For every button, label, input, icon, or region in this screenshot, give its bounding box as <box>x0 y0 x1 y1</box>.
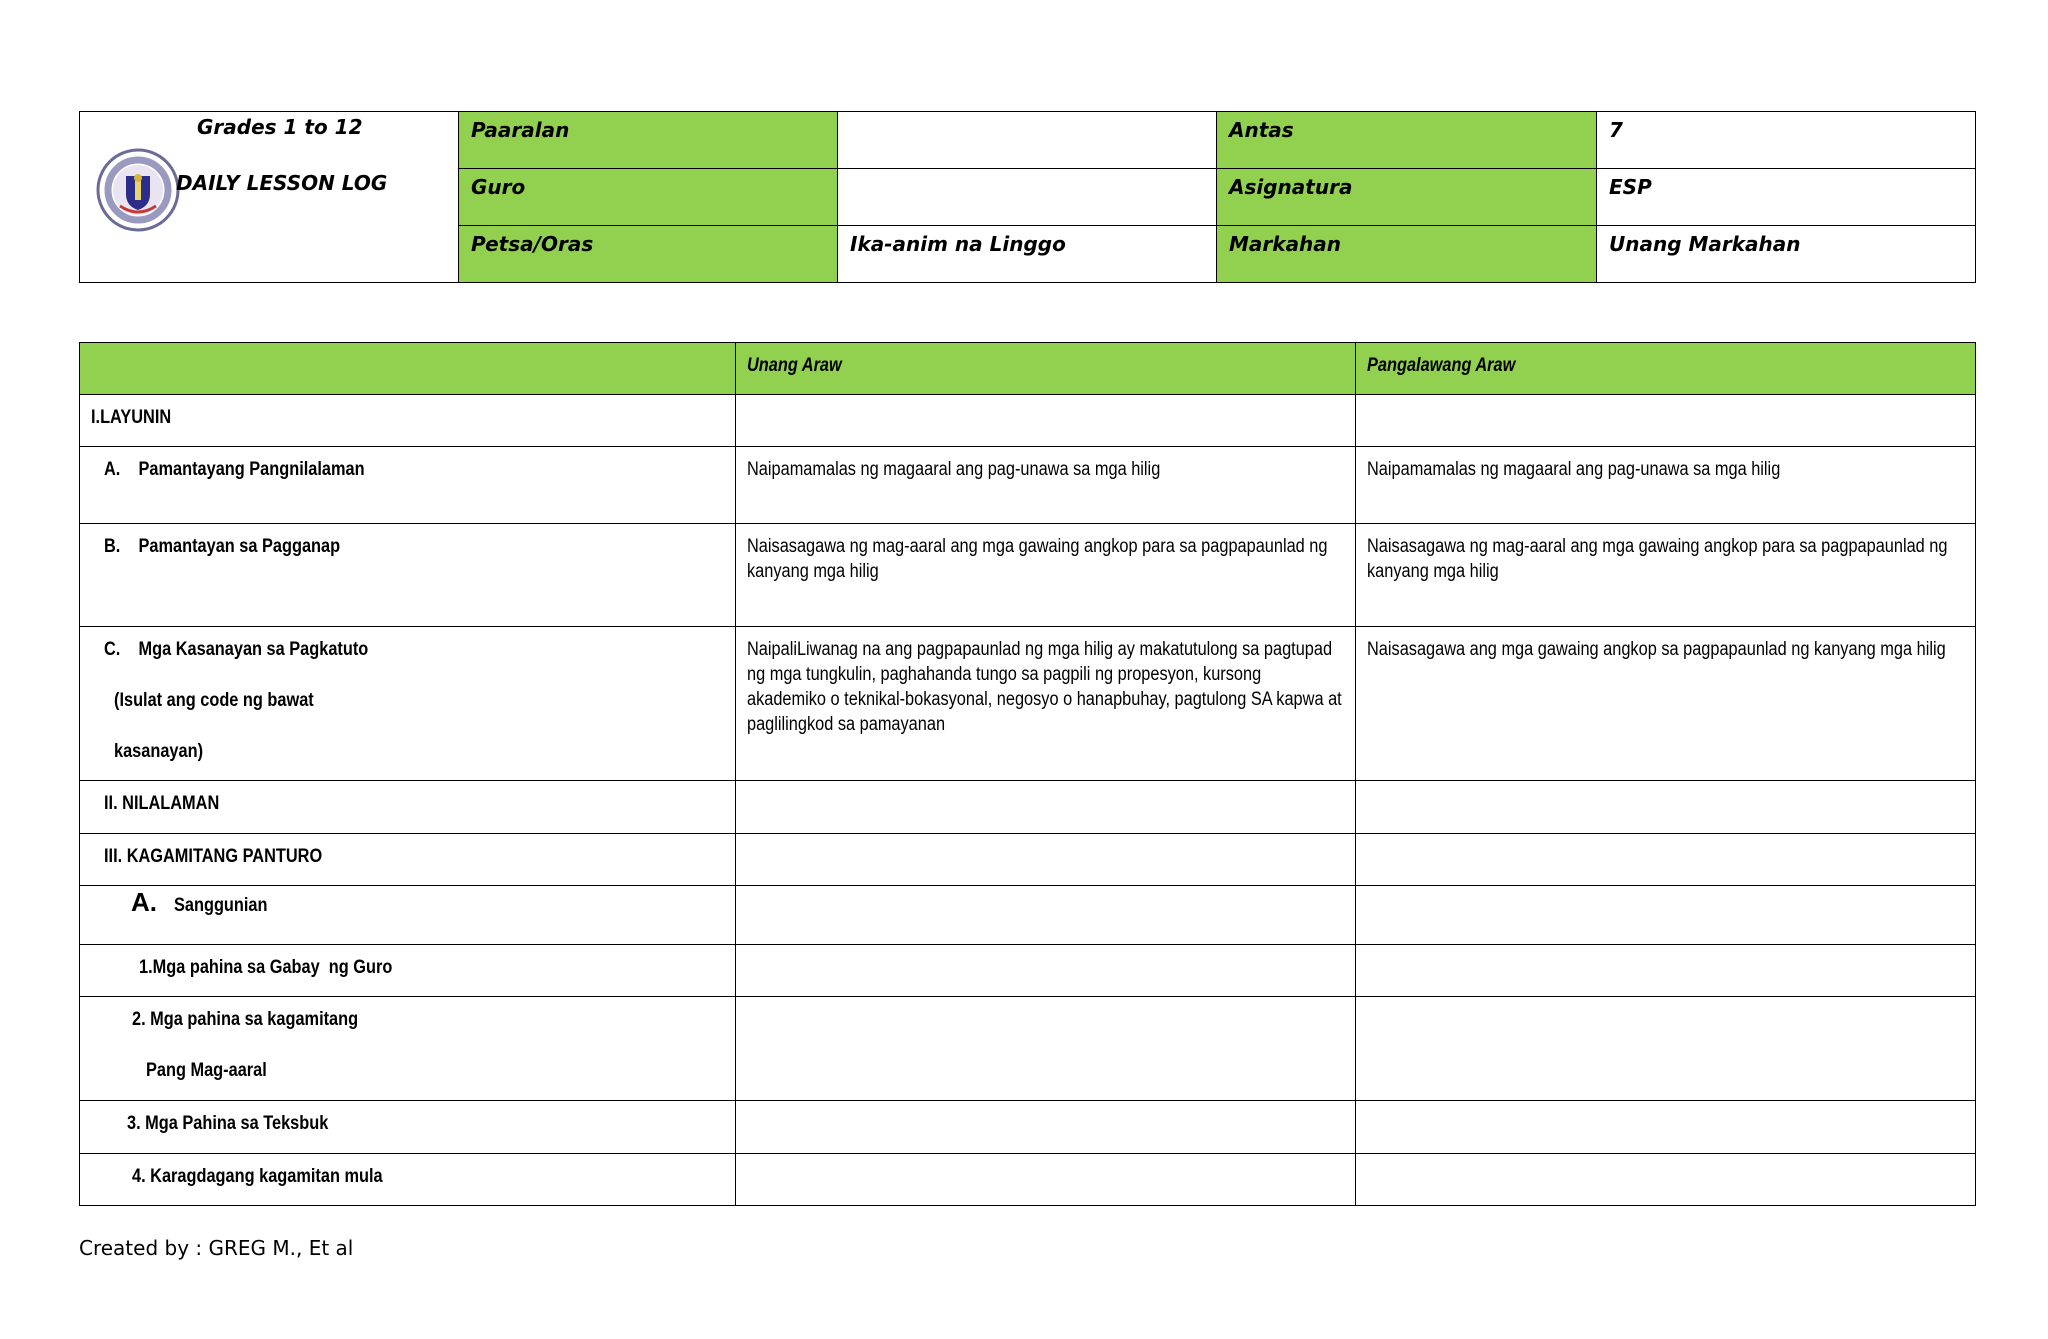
pagganap-day1: Naisasagawa ng mag-aaral ang mga gawaing angkop para sa pagpapaunlad ng kanyang mga hilig <box>736 524 1356 627</box>
cell <box>736 886 1356 945</box>
header-unang-araw: Unang Araw <box>736 343 1356 395</box>
header-blank <box>80 343 736 395</box>
guro-value <box>838 169 1217 226</box>
gabay-guro-label: 1.Mga pahina sa Gabay ng Guro <box>80 945 736 997</box>
cell <box>736 1101 1356 1154</box>
petsa-oras-value: Ika-anim na Linggo <box>838 226 1217 283</box>
kasanayan-label: C. Mga Kasanayan sa Pagkatuto (Isulat ang code ng bawat kasanayan) <box>80 627 736 781</box>
cell <box>1356 1101 1976 1154</box>
cell <box>736 1154 1356 1206</box>
pangnilalaman-day1: Naipamamalas ng magaaral ang pag-unawa sa mga hilig <box>736 447 1356 524</box>
paaralan-value <box>838 112 1217 169</box>
antas-label: Antas <box>1217 112 1597 169</box>
table-row <box>80 1101 1976 1154</box>
daily-lesson-log-title: DAILY LESSON LOG <box>176 171 388 195</box>
table-row <box>80 627 1976 781</box>
pangnilalaman-day2: Naipamamalas ng magaaral ang pag-unawa sa mga hilig <box>1356 447 1976 524</box>
grades-label: Grades 1 to 12 <box>197 115 363 139</box>
logo-cell <box>80 112 459 283</box>
markahan-value: Unang Markahan <box>1597 226 1976 283</box>
table-row <box>80 997 1976 1101</box>
cell <box>1356 886 1976 945</box>
cell <box>736 945 1356 997</box>
header-pangalawang-araw: Pangalawang Araw <box>1356 343 1976 395</box>
table-row <box>80 945 1976 997</box>
deped-seal-icon <box>96 148 180 232</box>
table-row <box>80 886 1976 945</box>
cell <box>736 395 1356 447</box>
paaralan-label: Paaralan <box>459 112 838 169</box>
table-row <box>80 1154 1976 1206</box>
pamantayan-pagganap-label: B. Pamantayan sa Pagganap <box>80 524 736 627</box>
antas-value: 7 <box>1597 112 1976 169</box>
karagdagang-kagamitan-label: 4. Karagdagang kagamitan mula <box>80 1154 736 1206</box>
table-header-row <box>80 343 1976 395</box>
sanggunian-label: A. Sanggunian <box>80 886 736 945</box>
petsa-oras-label: Petsa/Oras <box>459 226 838 283</box>
lesson-table <box>79 342 1976 1206</box>
nilalaman-label: II. NILALAMAN <box>80 781 736 834</box>
asignatura-value: ESP <box>1597 169 1976 226</box>
table-row <box>80 447 1976 524</box>
cell <box>1356 997 1976 1101</box>
markahan-label: Markahan <box>1217 226 1597 283</box>
pamantayang-pangnilalaman-label: A. Pamantayang Pangnilalaman <box>80 447 736 524</box>
footer-credit: Created by : GREG M., Et al <box>79 1236 354 1260</box>
kagamitang-mag-aaral-label: 2. Mga pahina sa kagamitang Pang Mag-aaral <box>80 997 736 1101</box>
asignatura-label: Asignatura <box>1217 169 1597 226</box>
kasanayan-day2: Naisasagawa ang mga gawaing angkop sa pagpapaunlad ng kanyang mga hilig <box>1356 627 1976 781</box>
cell <box>1356 781 1976 834</box>
table-row <box>80 395 1976 447</box>
layunin-label: I.LAYUNIN <box>80 395 736 447</box>
cell <box>736 997 1356 1101</box>
cell <box>736 781 1356 834</box>
guro-label: Guro <box>459 169 838 226</box>
table-row <box>80 781 1976 834</box>
cell <box>1356 834 1976 886</box>
teksbuk-label: 3. Mga Pahina sa Teksbuk <box>80 1101 736 1154</box>
kasanayan-day1: NaipaliLiwanag na ang pagpapaunlad ng mga hilig ay makatutulong sa pagtupad ng mga tungkulin, paghahanda tungo sa pagpili ng propesyon, kursong akademiko o teknikal-bokasyonal, negosyo o hanapbuhay, pagtulong SA kapwa at paglilingkod sa pamayanan <box>736 627 1356 781</box>
cell <box>1356 1154 1976 1206</box>
header-table <box>79 111 1976 283</box>
cell <box>1356 945 1976 997</box>
table-row <box>80 834 1976 886</box>
kagamitan-label: III. KAGAMITANG PANTURO <box>80 834 736 886</box>
table-row <box>80 524 1976 627</box>
cell <box>736 834 1356 886</box>
pagganap-day2: Naisasagawa ng mag-aaral ang mga gawaing angkop para sa pagpapaunlad ng kanyang mga hilig <box>1356 524 1976 627</box>
cell <box>1356 395 1976 447</box>
